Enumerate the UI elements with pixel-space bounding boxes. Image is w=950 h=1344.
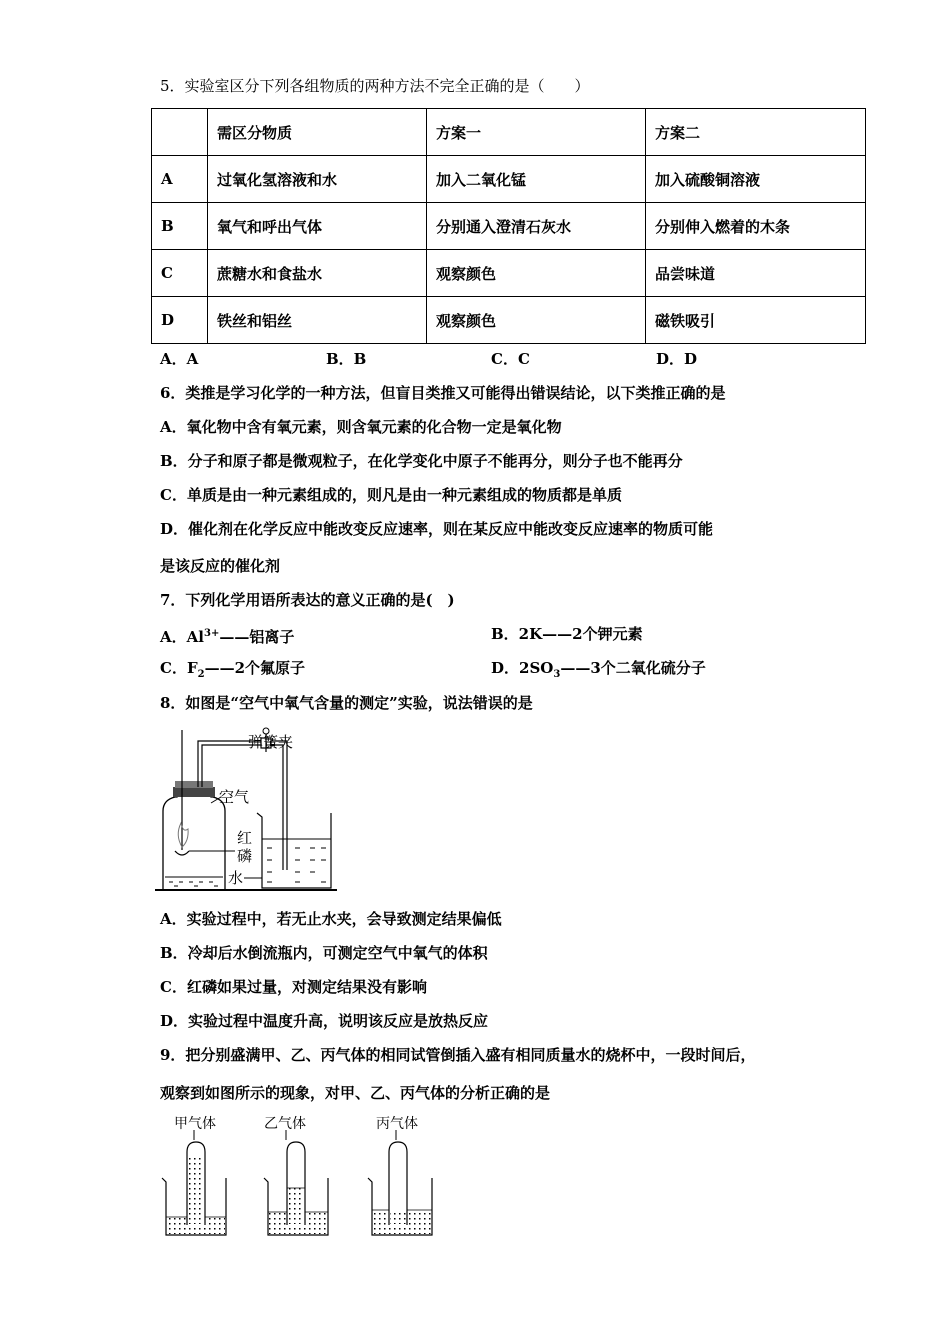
q6-option-d-continued: 是该反应的催化剂 bbox=[160, 557, 281, 575]
water-label: 水 bbox=[228, 869, 244, 887]
table-cell: 加入二氧化锰 bbox=[427, 156, 646, 203]
table-cell: C bbox=[152, 250, 208, 297]
table-cell: D bbox=[152, 297, 208, 344]
gas-a-label: 甲气体 bbox=[174, 1116, 216, 1132]
table-cell: 磁铁吸引 bbox=[646, 297, 866, 344]
q8-option-b: B．冷却后水倒流瓶内，可测定空气中氧气的体积 bbox=[160, 944, 488, 962]
table-header-row bbox=[152, 109, 866, 156]
q7-stem: 7．下列化学用语所表达的意义正确的是( ) bbox=[160, 591, 455, 609]
q9-stem-line-2: 观察到如图所示的现象，对甲、乙、丙气体的分析正确的是 bbox=[160, 1084, 551, 1102]
table-cell: 观察颜色 bbox=[427, 297, 646, 344]
q8-stem: 8．如图是“空气中氧气含量的测定”实验，说法错误的是 bbox=[160, 694, 533, 712]
q9-stem-line-1: 9．把分别盛满甲、乙、丙气体的相同试管倒插入盛有相同质量水的烧杯中，一段时间后， bbox=[160, 1046, 756, 1064]
red-phosphorus-label-2: 磷 bbox=[237, 847, 253, 865]
table-cell: 分别通入澄清石灰水 bbox=[427, 203, 646, 250]
q8-option-d: D．实验过程中温度升高，说明该反应是放热反应 bbox=[160, 1012, 489, 1030]
gas-test-tube-diagram bbox=[158, 1112, 438, 1242]
table-header-cell: 需区分物质 bbox=[208, 109, 427, 156]
table-header-cell: 方案二 bbox=[646, 109, 866, 156]
table-cell: B bbox=[152, 203, 208, 250]
table-cell: A bbox=[152, 156, 208, 203]
table-header-cell: 方案一 bbox=[427, 109, 646, 156]
table-cell: 品尝味道 bbox=[646, 250, 866, 297]
table-cell: 加入硫酸铜溶液 bbox=[646, 156, 866, 203]
table-cell: 蔗糖水和食盐水 bbox=[208, 250, 427, 297]
q5-table bbox=[151, 108, 866, 344]
q5-option-b: B．B bbox=[326, 350, 367, 368]
q6-option-a: A．氧化物中含有氧元素，则含氧元素的化合物一定是氧化物 bbox=[160, 418, 562, 436]
table-cell: 过氧化氢溶液和水 bbox=[208, 156, 427, 203]
table-header-cell bbox=[152, 109, 208, 156]
q6-stem: 6．类推是学习化学的一种方法，但盲目类推又可能得出错误结论，以下类推正确的是 bbox=[160, 384, 726, 402]
q7-option-b: B．2K——2个钾元素 bbox=[491, 625, 643, 643]
q5-stem: 5．实验室区分下列各组物质的两种方法不完全正确的是（ ） bbox=[160, 77, 590, 95]
q6-option-b: B．分子和原子都是微观粒子，在化学变化中原子不能再分，则分子也不能再分 bbox=[160, 452, 683, 470]
q7-option-a: A．$Al^{3+}——$铝离子 bbox=[160, 628, 295, 646]
air-label: 空气 bbox=[219, 788, 250, 806]
table-row bbox=[152, 297, 866, 344]
gas-c-label: 丙气体 bbox=[376, 1116, 418, 1132]
table-cell: 氧气和呼出气体 bbox=[208, 203, 427, 250]
oxygen-experiment-diagram bbox=[155, 725, 340, 895]
clamp-label: 弹簧夹 bbox=[248, 733, 294, 751]
table-row bbox=[152, 156, 866, 203]
table-cell: 铁丝和铝丝 bbox=[208, 297, 427, 344]
table-cell: 分别伸入燃着的木条 bbox=[646, 203, 866, 250]
q7-option-c: C．$F_2——2$个氟原子 bbox=[160, 659, 305, 680]
q5-option-c: C．C bbox=[491, 350, 530, 368]
table-cell: 观察颜色 bbox=[427, 250, 646, 297]
q8-option-a: A．实验过程中，若无止水夹，会导致测定结果偏低 bbox=[160, 910, 502, 928]
q5-option-d: D．D bbox=[656, 350, 698, 368]
q8-option-c: C．红磷如果过量，对测定结果没有影响 bbox=[160, 978, 427, 996]
table-row bbox=[152, 203, 866, 250]
red-phosphorus-label-1: 红 bbox=[237, 829, 253, 847]
gas-b-label: 乙气体 bbox=[264, 1116, 306, 1132]
table-row bbox=[152, 250, 866, 297]
q5-option-a: A．A bbox=[160, 350, 199, 368]
q6-option-d: D．催化剂在化学反应中能改变反应速率，则在某反应中能改变反应速率的物质可能 bbox=[160, 520, 714, 538]
q6-option-c: C．单质是由一种元素组成的，则凡是由一种元素组成的物质都是单质 bbox=[160, 486, 622, 504]
q7-option-d: D．$2SO_3——3$个二氧化硫分子 bbox=[491, 659, 706, 680]
